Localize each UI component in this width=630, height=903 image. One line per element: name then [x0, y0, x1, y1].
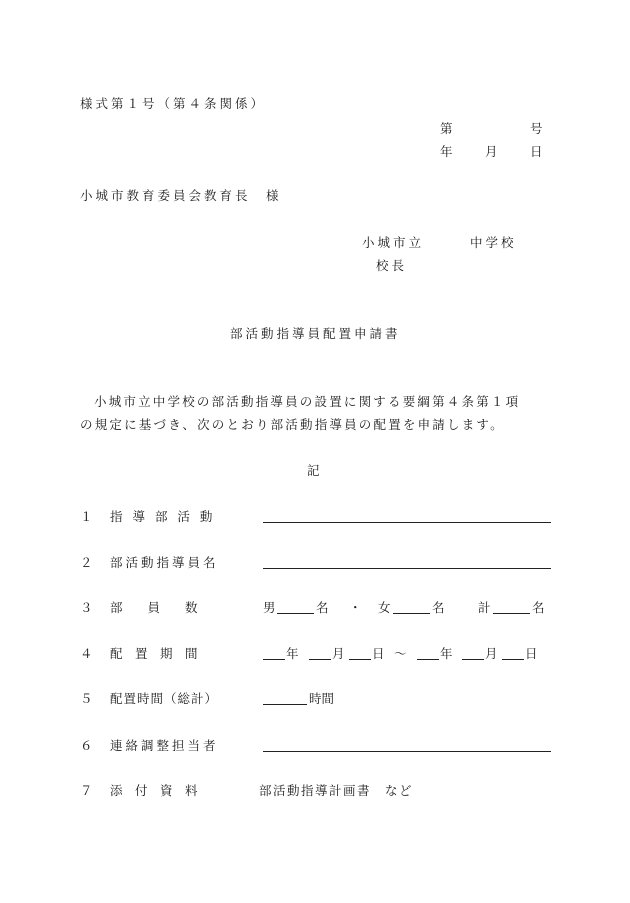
- hours-blank[interactable]: [263, 704, 307, 705]
- item-6-number: ６: [80, 738, 93, 753]
- item-4-number: ４: [80, 646, 93, 661]
- start-day-blank[interactable]: [349, 659, 371, 660]
- end-month-label: 月: [485, 646, 498, 661]
- item-7-number: ７: [80, 783, 93, 798]
- item-5-label: 配置時間（総計）: [110, 691, 219, 706]
- male-unit: 名: [316, 600, 329, 615]
- total-label: 計: [478, 600, 491, 615]
- total-unit: 名: [532, 600, 545, 615]
- item-2-blank[interactable]: [263, 568, 551, 569]
- item-2-label: 部活動指導員名: [110, 555, 219, 570]
- body-line-2: の規定に基づき、次のとおり部活動指導員の配置を申請します。: [80, 417, 505, 432]
- item-1-blank[interactable]: [263, 522, 551, 523]
- doc-number-prefix: 第: [440, 121, 456, 136]
- total-count-blank[interactable]: [493, 613, 530, 614]
- start-month-blank[interactable]: [309, 659, 331, 660]
- item-4-label: 配 置 期 間: [110, 646, 198, 661]
- item-3-label: 部 員 数: [110, 600, 198, 615]
- addressee: 小城市教育委員会教育長 様: [80, 188, 282, 203]
- period-tilde: ～: [394, 646, 407, 661]
- form-number: 様式第１号（第４条関係）: [80, 96, 267, 111]
- start-day-label: 日: [372, 646, 385, 661]
- item-5-number: ５: [80, 691, 93, 706]
- date-day: 日: [530, 144, 546, 159]
- male-label: 男: [263, 600, 276, 615]
- item-7-label: 添 付 資 料: [110, 783, 198, 798]
- item-6-label: 連絡調整担当者: [110, 738, 219, 753]
- body-line-1: 小城市立中学校の部活動指導員の設置に関する要綱第４条第１項: [94, 394, 521, 409]
- item-2-number: ２: [80, 555, 93, 570]
- hours-unit: 時間: [309, 691, 335, 706]
- item-1-label: 指 導 部 活 動: [110, 509, 216, 524]
- start-year-label: 年: [286, 646, 299, 661]
- item-6-blank[interactable]: [263, 751, 551, 752]
- date-month: 月: [485, 144, 501, 159]
- end-day-blank[interactable]: [502, 659, 524, 660]
- start-year-blank[interactable]: [263, 659, 285, 660]
- female-unit: 名: [432, 600, 445, 615]
- end-day-label: 日: [525, 646, 538, 661]
- doc-number-suffix: 号: [530, 121, 546, 136]
- item-3-number: ３: [80, 600, 93, 615]
- end-year-blank[interactable]: [417, 659, 439, 660]
- school-prefix: 小城市立: [362, 235, 425, 250]
- item-1-number: １: [80, 509, 93, 524]
- principal-title: 校長: [376, 258, 408, 273]
- document-title: 部活動指導員配置申請書: [230, 326, 401, 341]
- start-month-label: 月: [332, 646, 345, 661]
- male-count-blank[interactable]: [277, 613, 314, 614]
- end-year-label: 年: [440, 646, 453, 661]
- ki-heading: 記: [307, 463, 323, 478]
- end-month-blank[interactable]: [462, 659, 484, 660]
- date-year: 年: [440, 144, 456, 159]
- female-count-blank[interactable]: [393, 613, 430, 614]
- female-label: 女: [378, 600, 391, 615]
- item-7-value: 部活動指導計画書 など: [259, 783, 414, 798]
- school-suffix: 中学校: [470, 235, 517, 250]
- separator-dot: ・: [349, 600, 362, 615]
